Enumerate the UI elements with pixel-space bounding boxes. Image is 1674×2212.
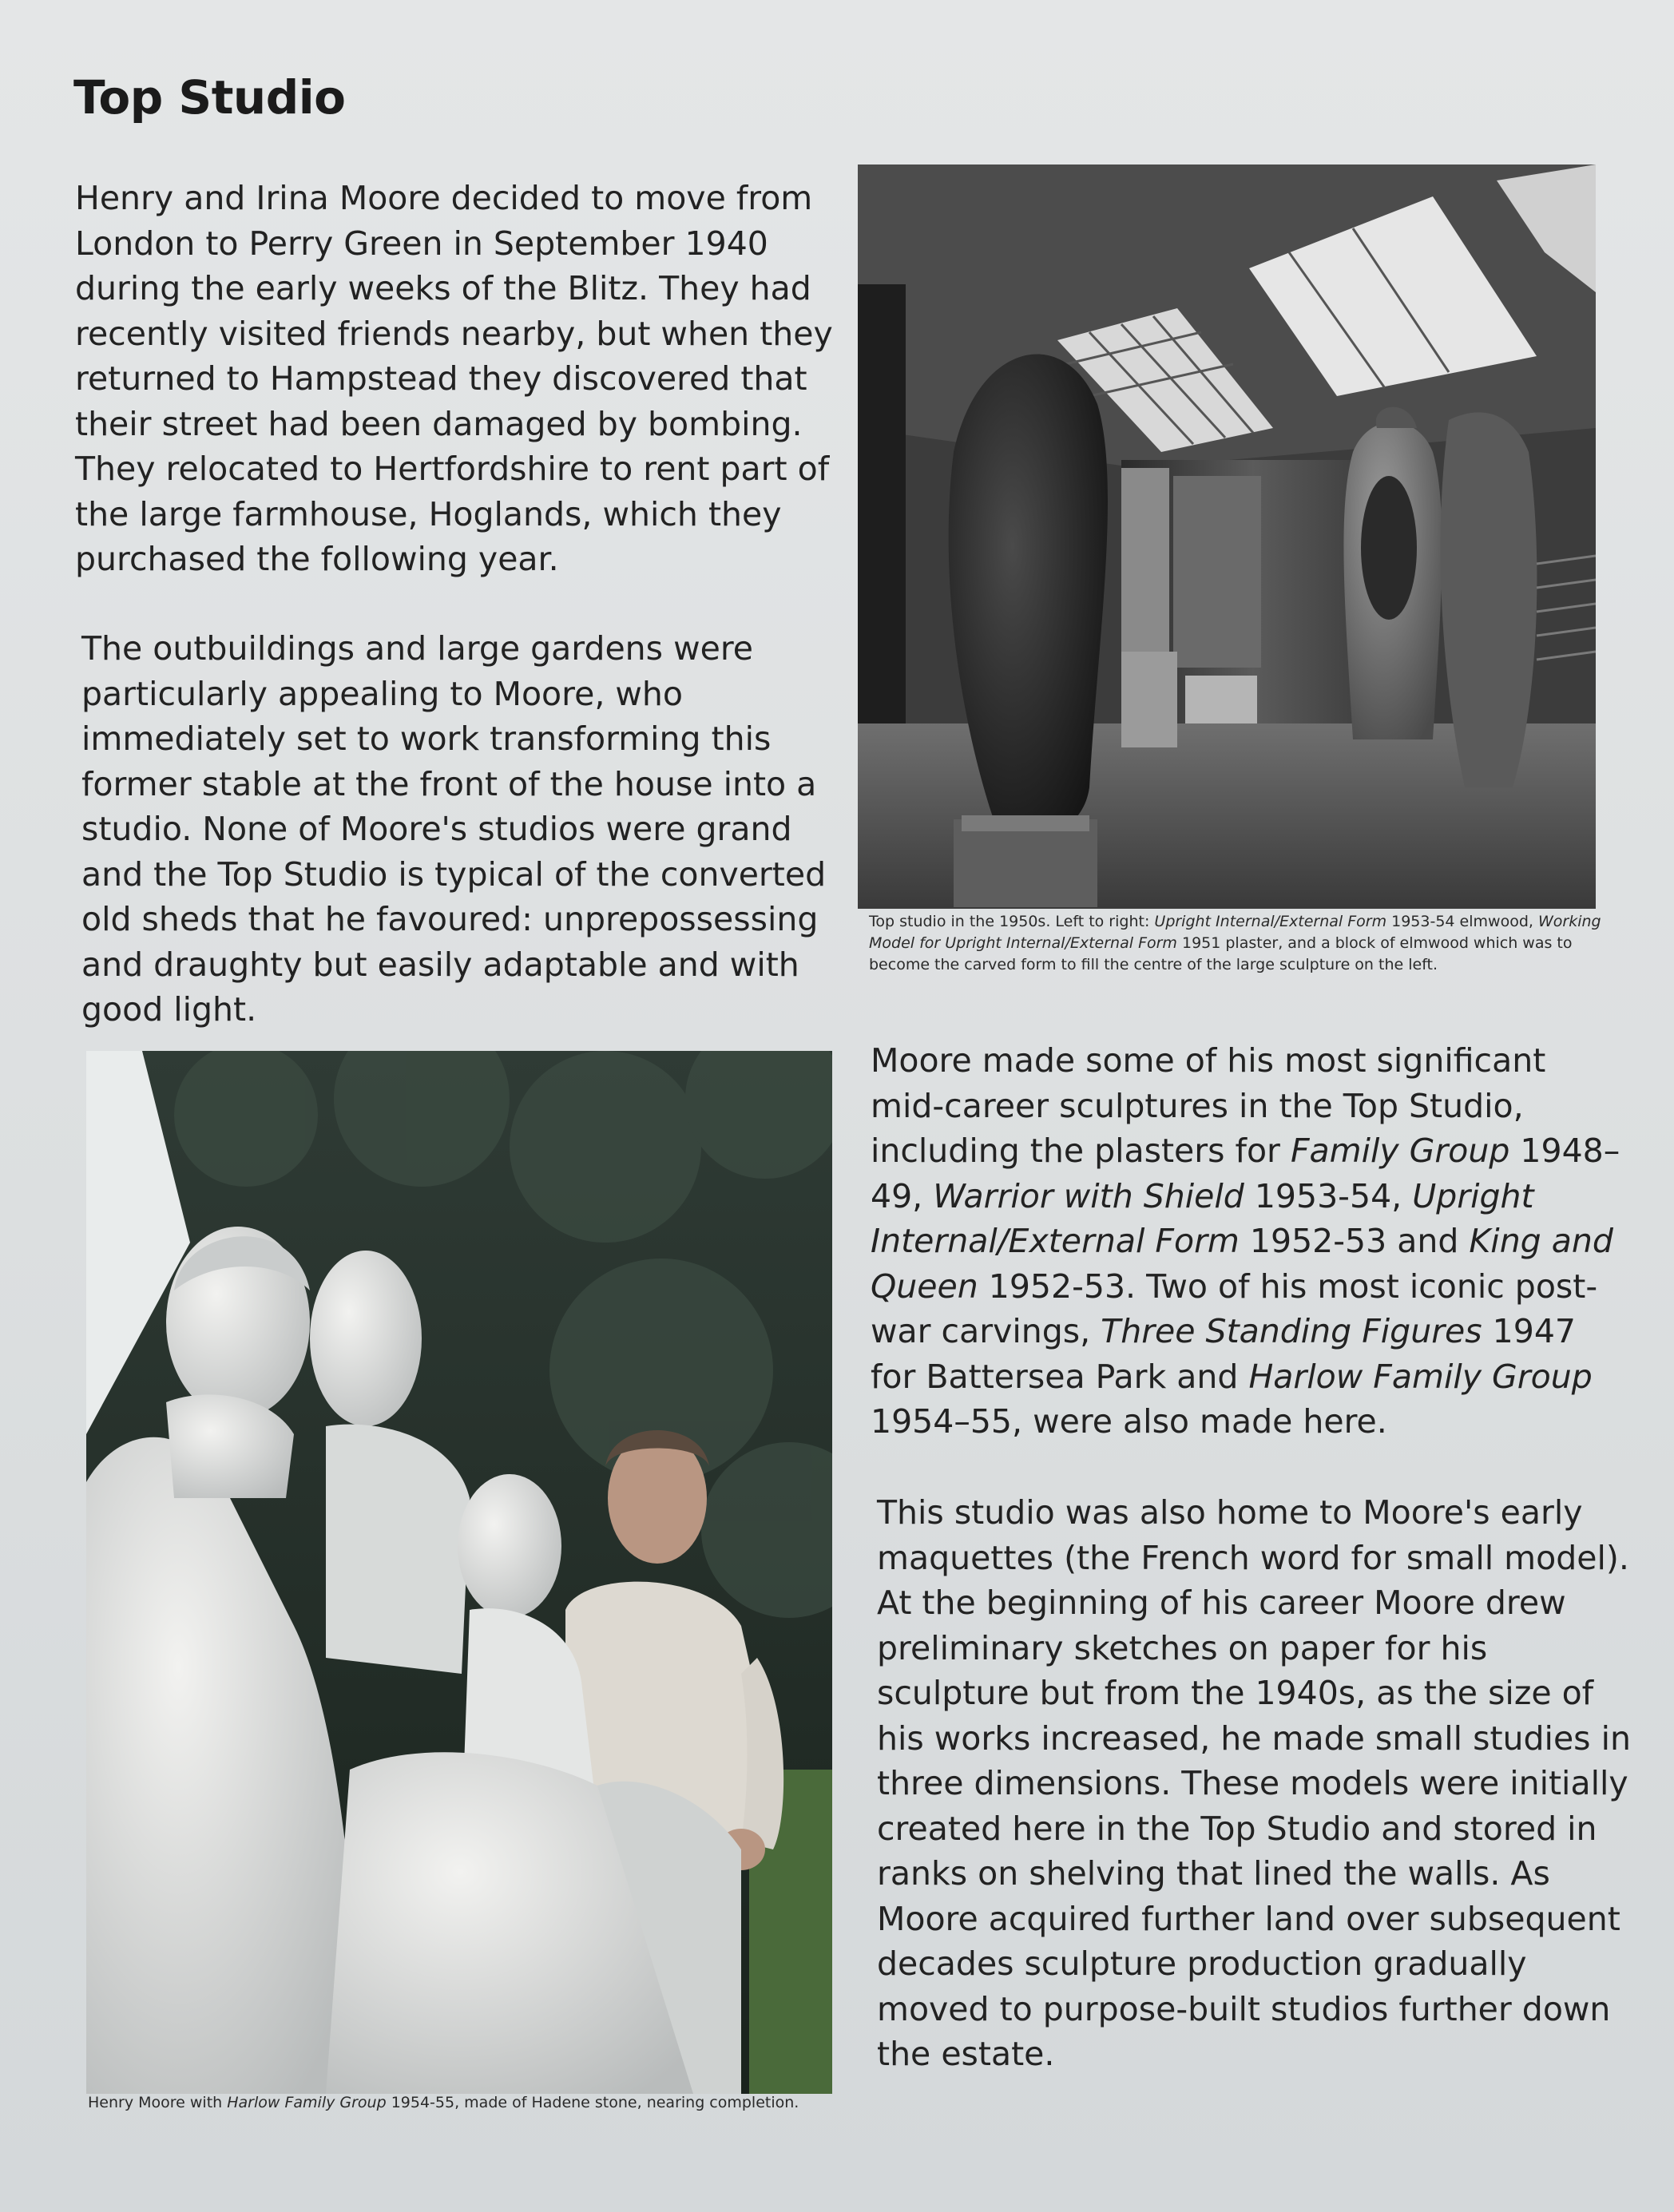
moore-with-sculpture-photo [86,1051,832,2094]
paragraph-outbuildings: The outbuildings and large gardens were particularly appealing to Moore, who immediately set to work transforming this former stable at the front of the house into a studio. None of Moore's studios were grand and the Top Studio is typical of the converted old sheds that he favoured: unprepossessing and draughty but easily adaptable and with good light. [81,629,827,1029]
paragraph-intro: Henry and Irina Moore decided to move from London to Perry Green in September 1940 during the early weeks of the Blitz. They had recently visited friends nearby, but when they returned to Hampstead they discovered that their street had been damaged by bombing. They relocated to Hertfordshire to rent part of the large farmhouse, Hoglands, which they purchased the following year. [75,179,833,578]
caption-moore-sculpture: Henry Moore with Harlow Family Group 1954-55, made of Hadene stone, nearing completion. [88,2094,799,2111]
paragraph-maquettes: This studio was also home to Moore's early maquettes (the French word for small model). At the beginning of his career Moore drew preliminary sketches on paper for his sculpture but from the 1940s, as the size of his works increased, he made small studies in three dimensions. These models were initially created here in the Top Studio and stored in ranks on shelving that lined the walls. As Moore acquired further land over subsequent decades sculpture production gradually moved to purpose-built studios further down the estate. [877,1493,1631,2073]
studio-interior-photo [858,165,1596,909]
paragraph-sculptures: Moore made some of his most significant mid-career sculptures in the Top Studio, including the plasters for Family Group 1948–49, Warrior with Shield 1953-54, Upright Internal/External Form 1952-53 and King and Queen 1952-53. Two of his most iconic post-war carvings, Three Standing Figures 1947 for Battersea Park and Harlow Family Group 1954–55, were also made here. [871,1041,1620,1441]
page-title: Top Studio [73,70,346,125]
caption-studio-interior: Top studio in the 1950s. Left to right: Upright Internal/External Form 1953-54 elmwood, Working Model for Upright Internal/External Form 1951 plaster, and a block of elmwood which was to become the carved form to fill the centre of the large sculpture on the left. [869,913,1601,973]
